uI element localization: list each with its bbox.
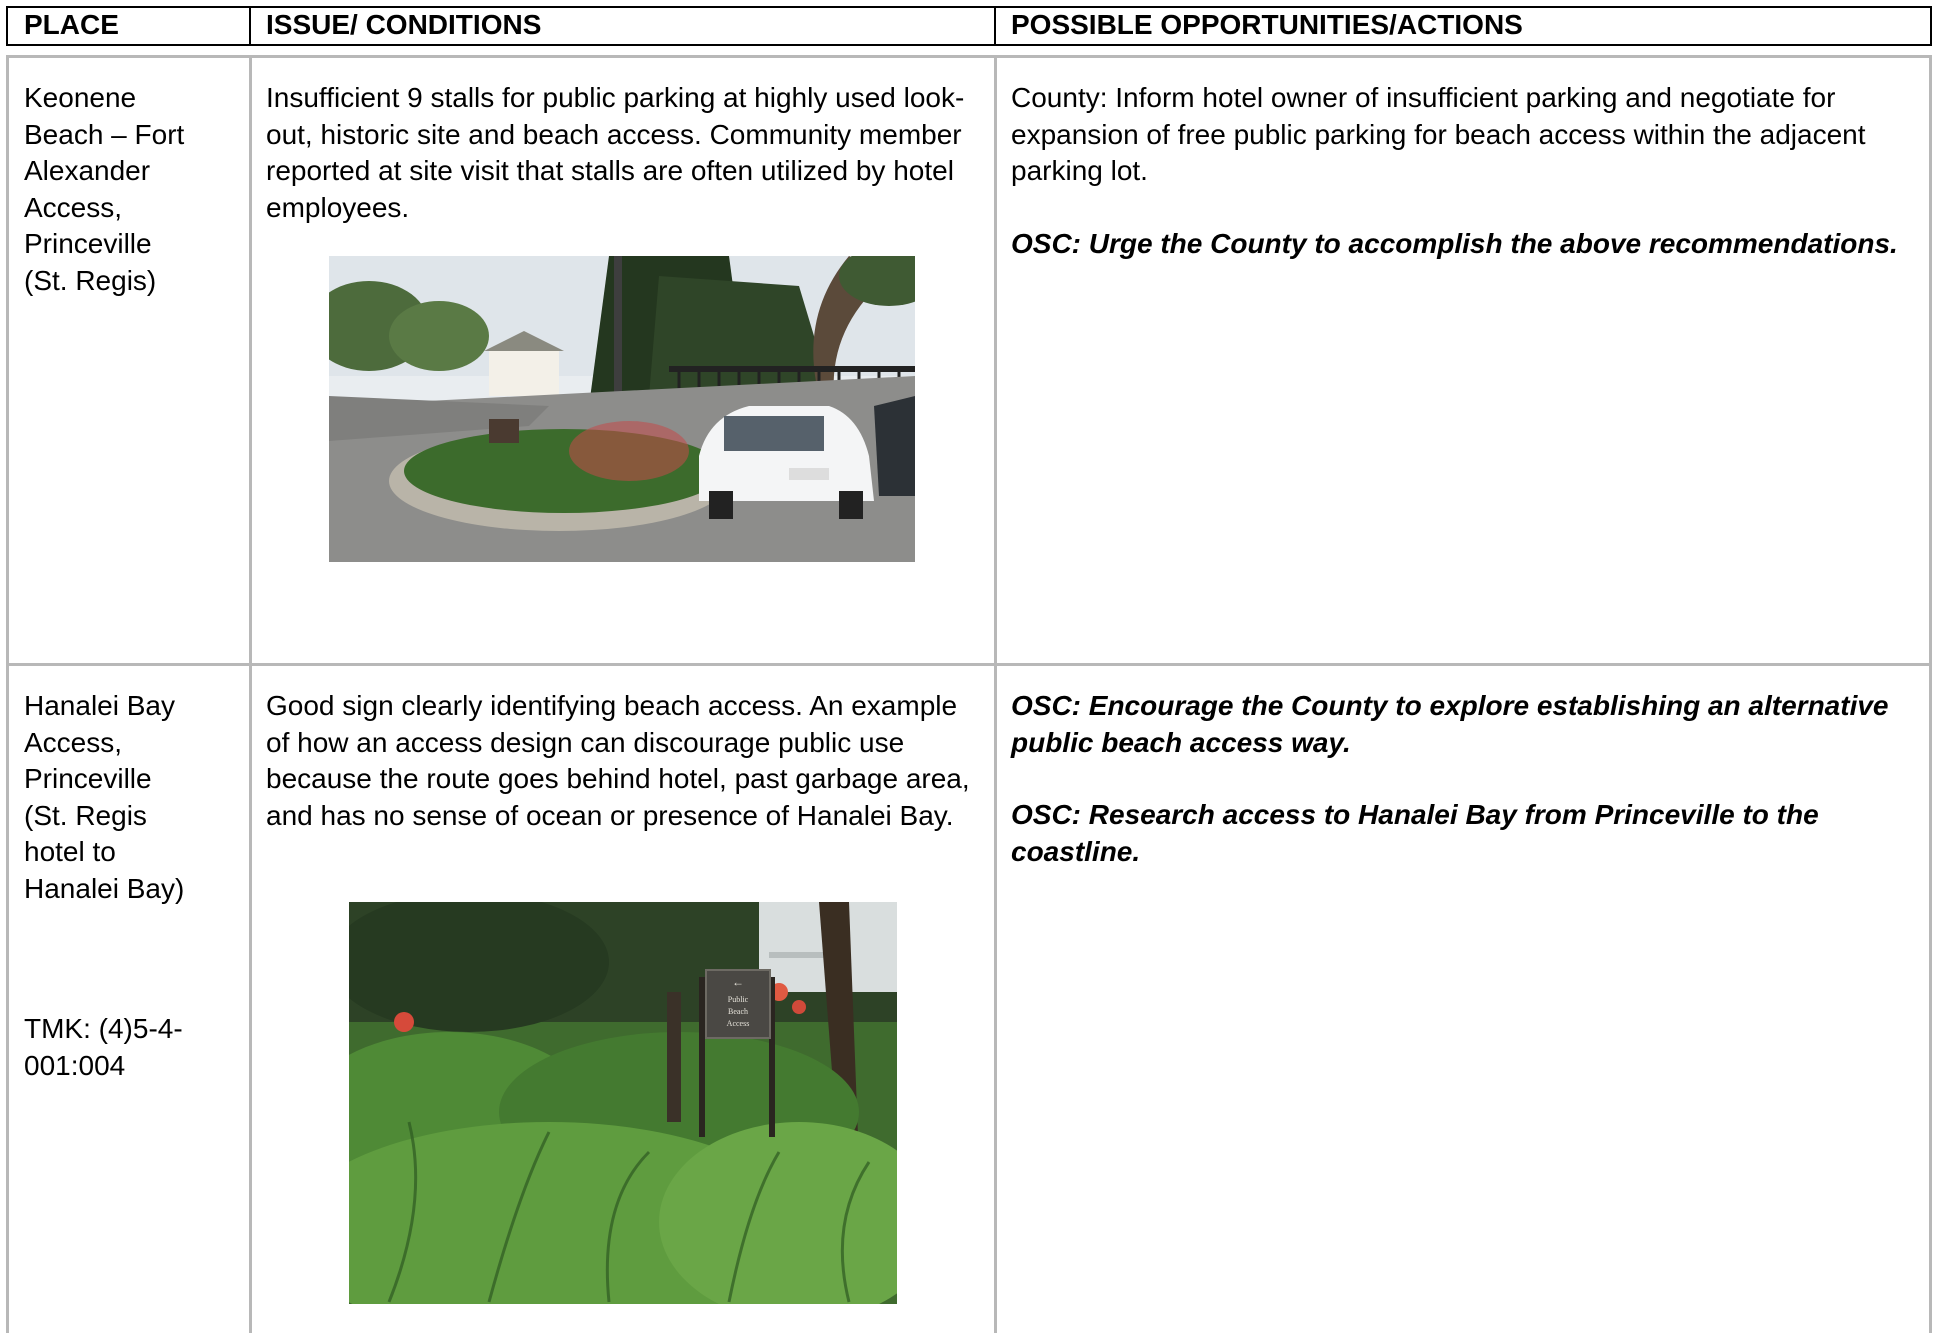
place-line: hotel to (24, 836, 116, 867)
row-divider (6, 663, 1932, 666)
column-header-place: PLACE (24, 9, 119, 40)
place-line: (St. Regis) (24, 264, 157, 296)
header-right-border (1930, 6, 1932, 46)
row1-actions (1011, 80, 1921, 262)
sign-line-1: Public (727, 995, 749, 1004)
header-left-border (6, 6, 8, 46)
tmk-line: TMK: (4)5-4- (24, 1013, 183, 1044)
row1-place (24, 80, 239, 299)
place-line: Princeville (24, 763, 152, 794)
body-right-border (1929, 55, 1932, 1333)
place-line: Beach – Fort (24, 118, 185, 150)
body-divider-2 (994, 55, 997, 1333)
sign-line-3: Access (726, 1019, 750, 1028)
table-top-border (6, 55, 1932, 58)
parking-lot-photo (329, 256, 915, 562)
tmk-line: 001:004 (24, 1049, 126, 1081)
row2-tmk (24, 1011, 239, 1084)
place-line: Hanalei Bay) (24, 872, 185, 904)
header-bottom-border (6, 44, 1932, 46)
row2-place (24, 688, 239, 907)
beach-access-sign-photo (349, 902, 897, 1304)
action-osc-research: OSC: Research access to Hanalei Bay from Princeville to the coastline. (1011, 799, 1819, 867)
place-line: Princeville (24, 228, 152, 259)
action-county: County: Inform hotel owner of insufficient parking and negotiate for expansion of free public parking for beach access within the adjacent parking lot. (1011, 82, 1866, 186)
action-osc: OSC: Urge the County to accomplish the above recommendations. (1011, 227, 1898, 259)
body-left-border (6, 55, 9, 1333)
row1-issue-text: Insufficient 9 stalls for public parking at highly used look-out, historic site and beach access. Community member reported at site visit that stalls are often utilized by hotel employees. (266, 82, 965, 223)
place-line: Access, (24, 191, 123, 223)
action-osc-explore: OSC: Encourage the County to explore establishing an alternative public beach access way. (1011, 690, 1889, 758)
body-divider-1 (249, 55, 252, 1333)
column-header-issue: ISSUE/ CONDITIONS (266, 9, 542, 40)
svg-text:←: ← (732, 975, 744, 989)
header-divider-2 (994, 6, 996, 46)
place-line: Access, (24, 726, 123, 758)
row2-actions (1011, 688, 1921, 870)
place-line: Hanalei Bay (24, 690, 175, 721)
place-line: Keonene (24, 82, 137, 113)
sign-line-2: Beach (728, 1007, 748, 1016)
place-line: Alexander (24, 155, 151, 186)
place-line: (St. Regis (24, 799, 147, 831)
column-header-actions: POSSIBLE OPPORTUNITIES/ACTIONS (1011, 9, 1523, 40)
row2-issue-text: Good sign clearly identifying beach access. An example of how an access design can discourage public use because the route goes behind hotel, past garbage area, and has no sense of ocean or presence of Hanalei Bay. (266, 690, 970, 831)
header-divider-1 (249, 6, 251, 46)
header-top-border (6, 6, 1932, 8)
